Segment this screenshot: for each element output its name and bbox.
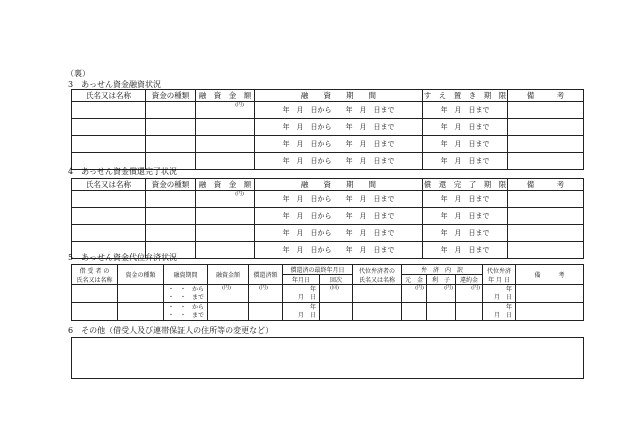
fund-type-cell[interactable] xyxy=(146,225,196,242)
final-year: 年 xyxy=(309,303,316,311)
table-row xyxy=(72,225,584,242)
remarks-cell[interactable] xyxy=(508,191,584,208)
period-to: 年 月 日まで xyxy=(345,195,395,203)
period-from: 年 月 日から xyxy=(282,195,332,203)
header-subrogee xyxy=(353,265,402,285)
yen-unit: (円) xyxy=(222,285,231,291)
header-remarks: 備 考 xyxy=(508,179,584,191)
section5-table xyxy=(71,264,584,321)
header-final-repay-date: 年月日 xyxy=(283,275,320,285)
header-breakdown: 弁 済 内 訳 xyxy=(402,265,483,275)
fund-type-cell[interactable] xyxy=(146,136,196,153)
subrogee-cell[interactable] xyxy=(353,303,402,321)
header-remarks: 備 考 xyxy=(508,90,584,102)
loan-period-cell[interactable] xyxy=(255,119,423,136)
table-row xyxy=(72,208,584,225)
loan-amount-cell[interactable] xyxy=(196,208,255,225)
section5-title: 5 あっせん資金代位弁済状況 xyxy=(68,253,178,262)
period-to: ・ ・ まで xyxy=(167,293,204,301)
sub-year: 年 xyxy=(506,285,513,293)
interest-cell[interactable] xyxy=(427,303,456,321)
subrogation-date-cell[interactable] xyxy=(483,285,516,303)
header-subrogation-date xyxy=(483,265,516,285)
section3-header-row xyxy=(72,90,584,102)
header-remarks: 備 考 xyxy=(516,265,584,285)
deadline-cell[interactable]: 年 月 日まで xyxy=(423,225,508,242)
loan-amount-cell[interactable] xyxy=(196,119,255,136)
loan-period-cell[interactable] xyxy=(255,242,423,259)
final-repay-count-cell[interactable] xyxy=(320,303,353,321)
table-row xyxy=(72,191,584,208)
borrower-cell[interactable] xyxy=(72,303,118,321)
penalty-cell[interactable] xyxy=(456,303,483,321)
header-repayment-deadline: 償 還 完 了 期 限 xyxy=(423,180,507,189)
header-name: 氏名又は名称 xyxy=(72,90,146,102)
header-subrogation-date-line1: 代位弁済 xyxy=(487,267,512,275)
loan-period-cell[interactable] xyxy=(255,153,423,170)
deadline-cell[interactable]: 年 月 日まで xyxy=(423,136,508,153)
header-loan-period: 融 資 期 間 xyxy=(255,179,423,191)
name-cell[interactable] xyxy=(72,136,146,153)
loan-amount-cell[interactable] xyxy=(196,136,255,153)
period-to: 年 月 日まで xyxy=(345,157,395,165)
header-subrogee-line2: 氏名又は名称 xyxy=(359,276,396,284)
loan-amount-cell[interactable] xyxy=(196,191,255,208)
table-row xyxy=(72,136,584,153)
remarks-cell[interactable] xyxy=(508,102,584,119)
section3-title: 3 あっせん資金融資状況 xyxy=(68,80,162,89)
name-cell[interactable] xyxy=(72,191,146,208)
header-penalty: 違約金 xyxy=(456,275,483,285)
section5-header-row-1 xyxy=(72,265,584,275)
header-loan-period: 融 資 期 間 xyxy=(255,90,423,102)
period-to: 年 月 日まで xyxy=(345,123,395,131)
yen-unit: (円) xyxy=(235,102,244,108)
header-fund-type: 資金の種類 xyxy=(146,179,196,191)
loan-period-cell[interactable] xyxy=(255,102,423,119)
fund-type-cell[interactable] xyxy=(146,119,196,136)
final-repay-date-cell[interactable] xyxy=(283,303,320,321)
header-loan-period: 融資期間 xyxy=(164,265,208,285)
count-unit: (回) xyxy=(330,285,339,291)
loan-amount-cell[interactable] xyxy=(208,285,249,303)
final-month-day: 月 日 xyxy=(297,311,316,319)
borrower-cell[interactable] xyxy=(72,285,118,303)
remarks-cell[interactable] xyxy=(516,285,584,303)
header-borrower-line1: 借 受 者 の xyxy=(79,267,110,275)
principal-cell[interactable] xyxy=(402,303,427,321)
final-year: 年 xyxy=(309,285,316,293)
deadline-cell[interactable]: 年 月 日まで xyxy=(423,153,508,170)
period-from: 年 月 日から xyxy=(282,157,332,165)
header-final-repayment: 償還済の最終年月日 xyxy=(283,265,353,275)
section4-header-row xyxy=(72,179,584,191)
period-to: 年 月 日まで xyxy=(345,212,395,220)
yen-unit: (円) xyxy=(444,285,454,291)
period-from: 年 月 日から xyxy=(282,106,332,114)
header-loan-amount: 融資金額 xyxy=(208,265,249,285)
period-from: 年 月 日から xyxy=(282,140,332,148)
remarks-cell[interactable] xyxy=(508,225,584,242)
name-cell[interactable] xyxy=(72,208,146,225)
fund-type-cell[interactable] xyxy=(118,285,164,303)
sub-month-day: 月 日 xyxy=(494,311,513,319)
period-to: 年 月 日まで xyxy=(345,229,395,237)
remarks-cell[interactable] xyxy=(508,153,584,170)
header-repaid-amount: 償還済額 xyxy=(249,265,283,285)
repaid-amount-cell[interactable] xyxy=(249,285,283,303)
final-repay-date-cell[interactable] xyxy=(283,285,320,303)
loan-amount-cell[interactable] xyxy=(208,303,249,321)
header-borrower xyxy=(72,265,118,285)
header-fund-type: 資金の種類 xyxy=(146,90,196,102)
loan-period-cell[interactable] xyxy=(255,225,423,242)
header-fund-type: 資金の種類 xyxy=(118,265,164,285)
sub-year: 年 xyxy=(506,303,513,311)
yen-unit: (円) xyxy=(259,285,268,291)
header-subrogee-line1: 代位弁済者の xyxy=(359,267,396,275)
header-final-repay-count: 回次 xyxy=(320,275,353,285)
header-interest: 利 子 xyxy=(427,275,456,285)
section4-title: 4 あっせん資金償還完了状況 xyxy=(68,167,178,176)
period-to: 年 月 日まで xyxy=(345,246,395,254)
loan-period-cell[interactable] xyxy=(164,303,208,321)
period-from: ・ ・ から xyxy=(167,285,204,293)
header-borrower-line2: 氏名又は名称 xyxy=(76,276,113,284)
name-cell[interactable] xyxy=(72,225,146,242)
yen-unit: (円) xyxy=(471,285,481,291)
loan-period-cell[interactable] xyxy=(164,285,208,303)
period-from: 年 月 日から xyxy=(282,212,332,220)
period-to: 年 月 日まで xyxy=(345,106,395,114)
page-side-label: （裏） xyxy=(66,69,90,78)
remarks-cell[interactable] xyxy=(508,119,584,136)
fund-type-cell[interactable] xyxy=(146,102,196,119)
yen-unit: (円) xyxy=(415,285,425,291)
subrogation-date-cell[interactable] xyxy=(483,303,516,321)
header-principal: 元 金 xyxy=(402,275,427,285)
header-loan-amount: 融 資 金 額 xyxy=(196,179,255,191)
loan-amount-cell[interactable] xyxy=(196,225,255,242)
interest-cell[interactable] xyxy=(427,285,456,303)
yen-unit: (円) xyxy=(235,191,244,197)
loan-period-cell[interactable] xyxy=(255,191,423,208)
header-deferment-deadline: す え 置 き 期 限 xyxy=(423,91,507,100)
loan-period-cell[interactable] xyxy=(255,136,423,153)
table-row xyxy=(72,119,584,136)
deadline-cell[interactable]: 年 月 日まで xyxy=(423,208,508,225)
other-notes-box[interactable] xyxy=(71,337,584,379)
final-month-day: 月 日 xyxy=(297,293,316,301)
repaid-amount-cell[interactable] xyxy=(249,303,283,321)
name-cell[interactable] xyxy=(72,102,146,119)
name-cell[interactable] xyxy=(72,119,146,136)
subrogee-cell[interactable] xyxy=(353,285,402,303)
loan-amount-cell[interactable] xyxy=(196,242,255,259)
table-row xyxy=(72,102,584,119)
principal-cell[interactable] xyxy=(402,285,427,303)
header-subrogation-date-line2: 年 月 日 xyxy=(488,276,510,284)
remarks-cell[interactable] xyxy=(516,303,584,321)
section3-table xyxy=(71,89,584,170)
table-row xyxy=(72,285,584,303)
fund-type-cell[interactable] xyxy=(146,191,196,208)
header-name: 氏名又は名称 xyxy=(72,179,146,191)
fund-type-cell[interactable] xyxy=(146,208,196,225)
loan-amount-cell[interactable] xyxy=(196,102,255,119)
period-from: 年 月 日から xyxy=(282,123,332,131)
fund-type-cell[interactable] xyxy=(118,303,164,321)
remarks-cell[interactable] xyxy=(508,136,584,153)
penalty-cell[interactable] xyxy=(456,285,483,303)
sub-month-day: 月 日 xyxy=(494,293,513,301)
deadline-cell[interactable]: 年 月 日まで xyxy=(423,191,508,208)
section6-title: 6 その他（借受人及び連帯保証人の住所等の変更など） xyxy=(68,326,274,335)
loan-period-cell[interactable] xyxy=(255,208,423,225)
remarks-cell[interactable] xyxy=(508,242,584,259)
header-loan-amount: 融 資 金 額 xyxy=(196,90,255,102)
period-to: 年 月 日まで xyxy=(345,140,395,148)
period-from: 年 月 日から xyxy=(282,246,332,254)
deadline-cell[interactable]: 年 月 日まで xyxy=(423,102,508,119)
deadline-cell[interactable]: 年 月 日まで xyxy=(423,242,508,259)
loan-amount-cell[interactable] xyxy=(196,153,255,170)
remarks-cell[interactable] xyxy=(508,208,584,225)
period-to: ・ ・ まで xyxy=(167,311,204,319)
section4-table xyxy=(71,178,584,259)
deadline-cell[interactable]: 年 月 日まで xyxy=(423,119,508,136)
period-from: ・ ・ から xyxy=(167,303,204,311)
period-from: 年 月 日から xyxy=(282,229,332,237)
final-repay-count-cell[interactable] xyxy=(320,285,353,303)
table-row xyxy=(72,303,584,321)
